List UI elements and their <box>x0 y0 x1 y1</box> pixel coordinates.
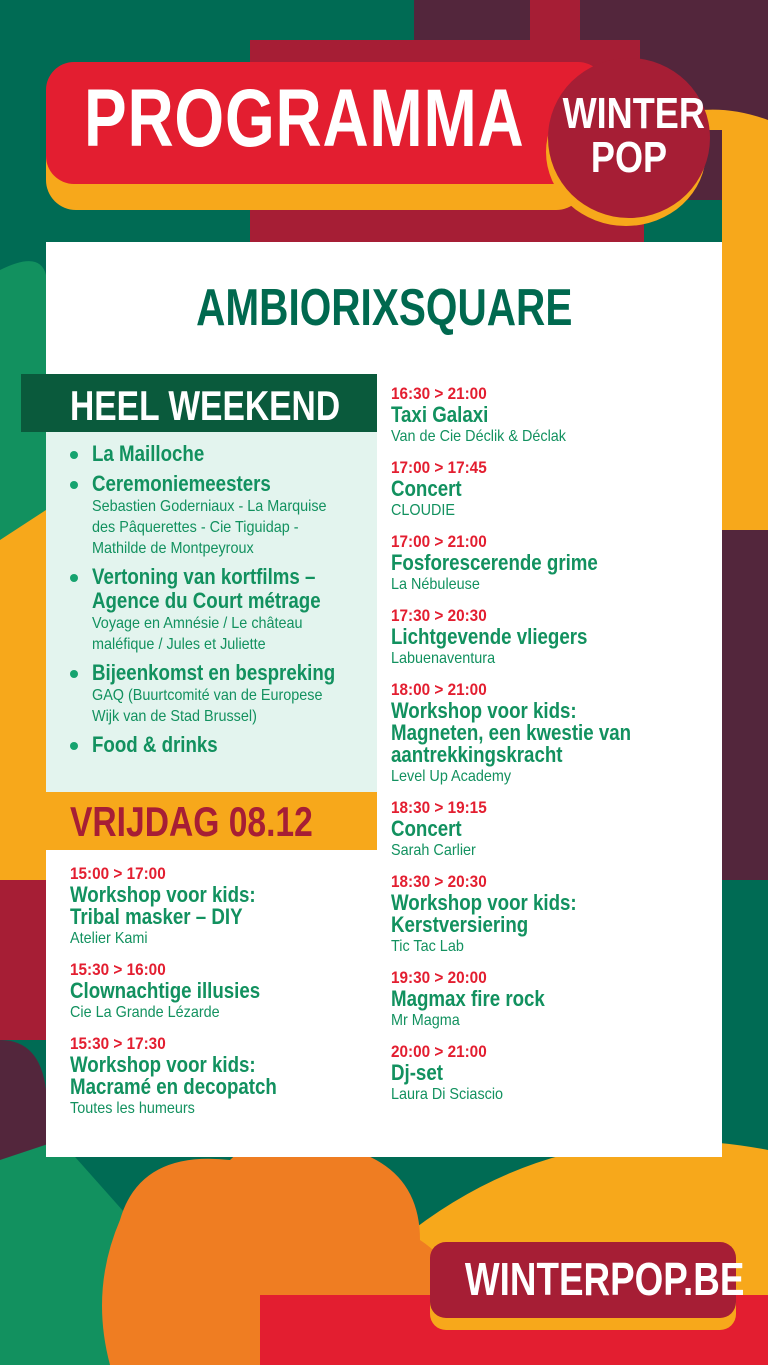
item-title: Food & drinks <box>92 732 218 757</box>
event-title: Workshop voor kids: <box>391 698 577 723</box>
event-title: Magneten, een kwestie van <box>391 720 632 745</box>
event-title: Magmax fire rock <box>391 986 545 1011</box>
event-item <box>391 606 711 670</box>
logo-line-winter: WINTER <box>562 89 705 138</box>
event-performer: CLOUDIE <box>391 502 456 519</box>
website-link[interactable] <box>430 1252 745 1306</box>
event-performer: Mr Magma <box>391 1012 460 1029</box>
event-performer: Van de Cie Déclik & Déclak <box>391 428 567 445</box>
event-time: 16:30 > 21:00 <box>391 384 487 403</box>
event-time: 20:00 > 21:00 <box>391 1042 487 1061</box>
item-title: Bijeenkomst en bespreking <box>92 660 336 685</box>
evening-events <box>391 384 711 1116</box>
website-label: WINTERPOP.BE <box>464 1253 745 1305</box>
event-time: 17:00 > 21:00 <box>391 532 487 551</box>
event-title: Workshop voor kids: <box>70 882 256 907</box>
event-item <box>391 872 711 958</box>
event-title: Kerstversiering <box>391 912 529 937</box>
event-title: Clownachtige illusies <box>70 978 261 1003</box>
bullet-icon <box>70 742 78 750</box>
event-performer: Level Up Academy <box>391 768 512 785</box>
event-time: 15:00 > 17:00 <box>70 864 166 883</box>
event-performer: Tic Tac Lab <box>391 938 464 955</box>
item-title: Agence du Court métrage <box>92 588 321 613</box>
friday-events <box>70 864 370 1130</box>
logo-line-pop: POP <box>590 133 668 182</box>
event-performer: Laura Di Sciascio <box>391 1086 504 1103</box>
event-time: 18:00 > 21:00 <box>391 680 487 699</box>
event-performer: Atelier Kami <box>70 930 148 947</box>
event-item <box>391 680 711 788</box>
bullet-icon <box>70 670 78 678</box>
event-title: Lichtgevende vliegers <box>391 624 588 649</box>
list-item <box>70 472 370 559</box>
venue-title-text: AMBIORIXSQUARE <box>195 279 573 337</box>
item-title: Vertoning van kortfilms – <box>92 564 316 589</box>
item-title: La Mailloche <box>92 441 205 466</box>
list-item <box>70 442 370 466</box>
event-item <box>391 1042 711 1106</box>
item-detail: Wijk van de Stad Brussel) <box>92 708 257 725</box>
event-performer: La Nébuleuse <box>391 576 480 593</box>
venue-title <box>46 278 722 338</box>
event-item <box>391 532 711 596</box>
event-time: 17:00 > 17:45 <box>391 458 487 477</box>
event-item <box>70 864 370 950</box>
event-performer: Toutes les humeurs <box>70 1100 195 1117</box>
event-time: 17:30 > 20:30 <box>391 606 487 625</box>
event-item <box>70 1034 370 1120</box>
weekend-heading: HEEL WEEKEND <box>70 382 341 429</box>
list-item <box>70 733 370 757</box>
page-title: PROGRAMMA <box>84 73 525 164</box>
item-detail: Sebastien Goderniaux - La Marquise <box>92 498 327 515</box>
event-item <box>391 384 711 448</box>
event-title: Workshop voor kids: <box>70 1052 256 1077</box>
item-detail: des Pâquerettes - Cie Tiguidap - <box>92 519 299 536</box>
item-detail: maléfique / Jules et Juliette <box>92 636 266 653</box>
event-item <box>391 798 711 862</box>
event-title: Macramé en decopatch <box>70 1074 277 1099</box>
bullet-icon <box>70 451 78 459</box>
weekend-list <box>70 442 370 763</box>
event-title: Taxi Galaxi <box>391 402 489 427</box>
event-time: 18:30 > 19:15 <box>391 798 487 817</box>
event-time: 19:30 > 20:00 <box>391 968 487 987</box>
logo-text <box>562 89 705 182</box>
event-time: 15:30 > 16:00 <box>70 960 166 979</box>
bullet-icon <box>70 481 78 489</box>
event-title: Fosforescerende grime <box>391 550 598 575</box>
friday-heading: VRIJDAG 08.12 <box>70 798 313 845</box>
event-title: Tribal masker – DIY <box>70 904 243 929</box>
item-detail: Mathilde de Montpeyroux <box>92 540 254 557</box>
event-title: Concert <box>391 476 462 501</box>
list-item <box>70 661 370 727</box>
item-detail: GAQ (Buurtcomité van de Europese <box>92 687 323 704</box>
event-title: Workshop voor kids: <box>391 890 577 915</box>
event-title: aantrekkingskracht <box>391 742 563 767</box>
event-title: Concert <box>391 816 462 841</box>
event-time: 18:30 > 20:30 <box>391 872 487 891</box>
event-performer: Cie La Grande Lézarde <box>70 1004 220 1021</box>
event-item <box>391 968 711 1032</box>
item-detail: Voyage en Amnésie / Le château <box>92 615 303 632</box>
event-item <box>391 458 711 522</box>
event-performer: Sarah Carlier <box>391 842 476 859</box>
bullet-icon <box>70 574 78 582</box>
event-item <box>70 960 370 1024</box>
event-performer: Labuenaventura <box>391 650 496 667</box>
event-time: 15:30 > 17:30 <box>70 1034 166 1053</box>
list-item <box>70 565 370 655</box>
event-title: Dj-set <box>391 1060 443 1085</box>
item-title: Ceremoniemeesters <box>92 471 271 496</box>
